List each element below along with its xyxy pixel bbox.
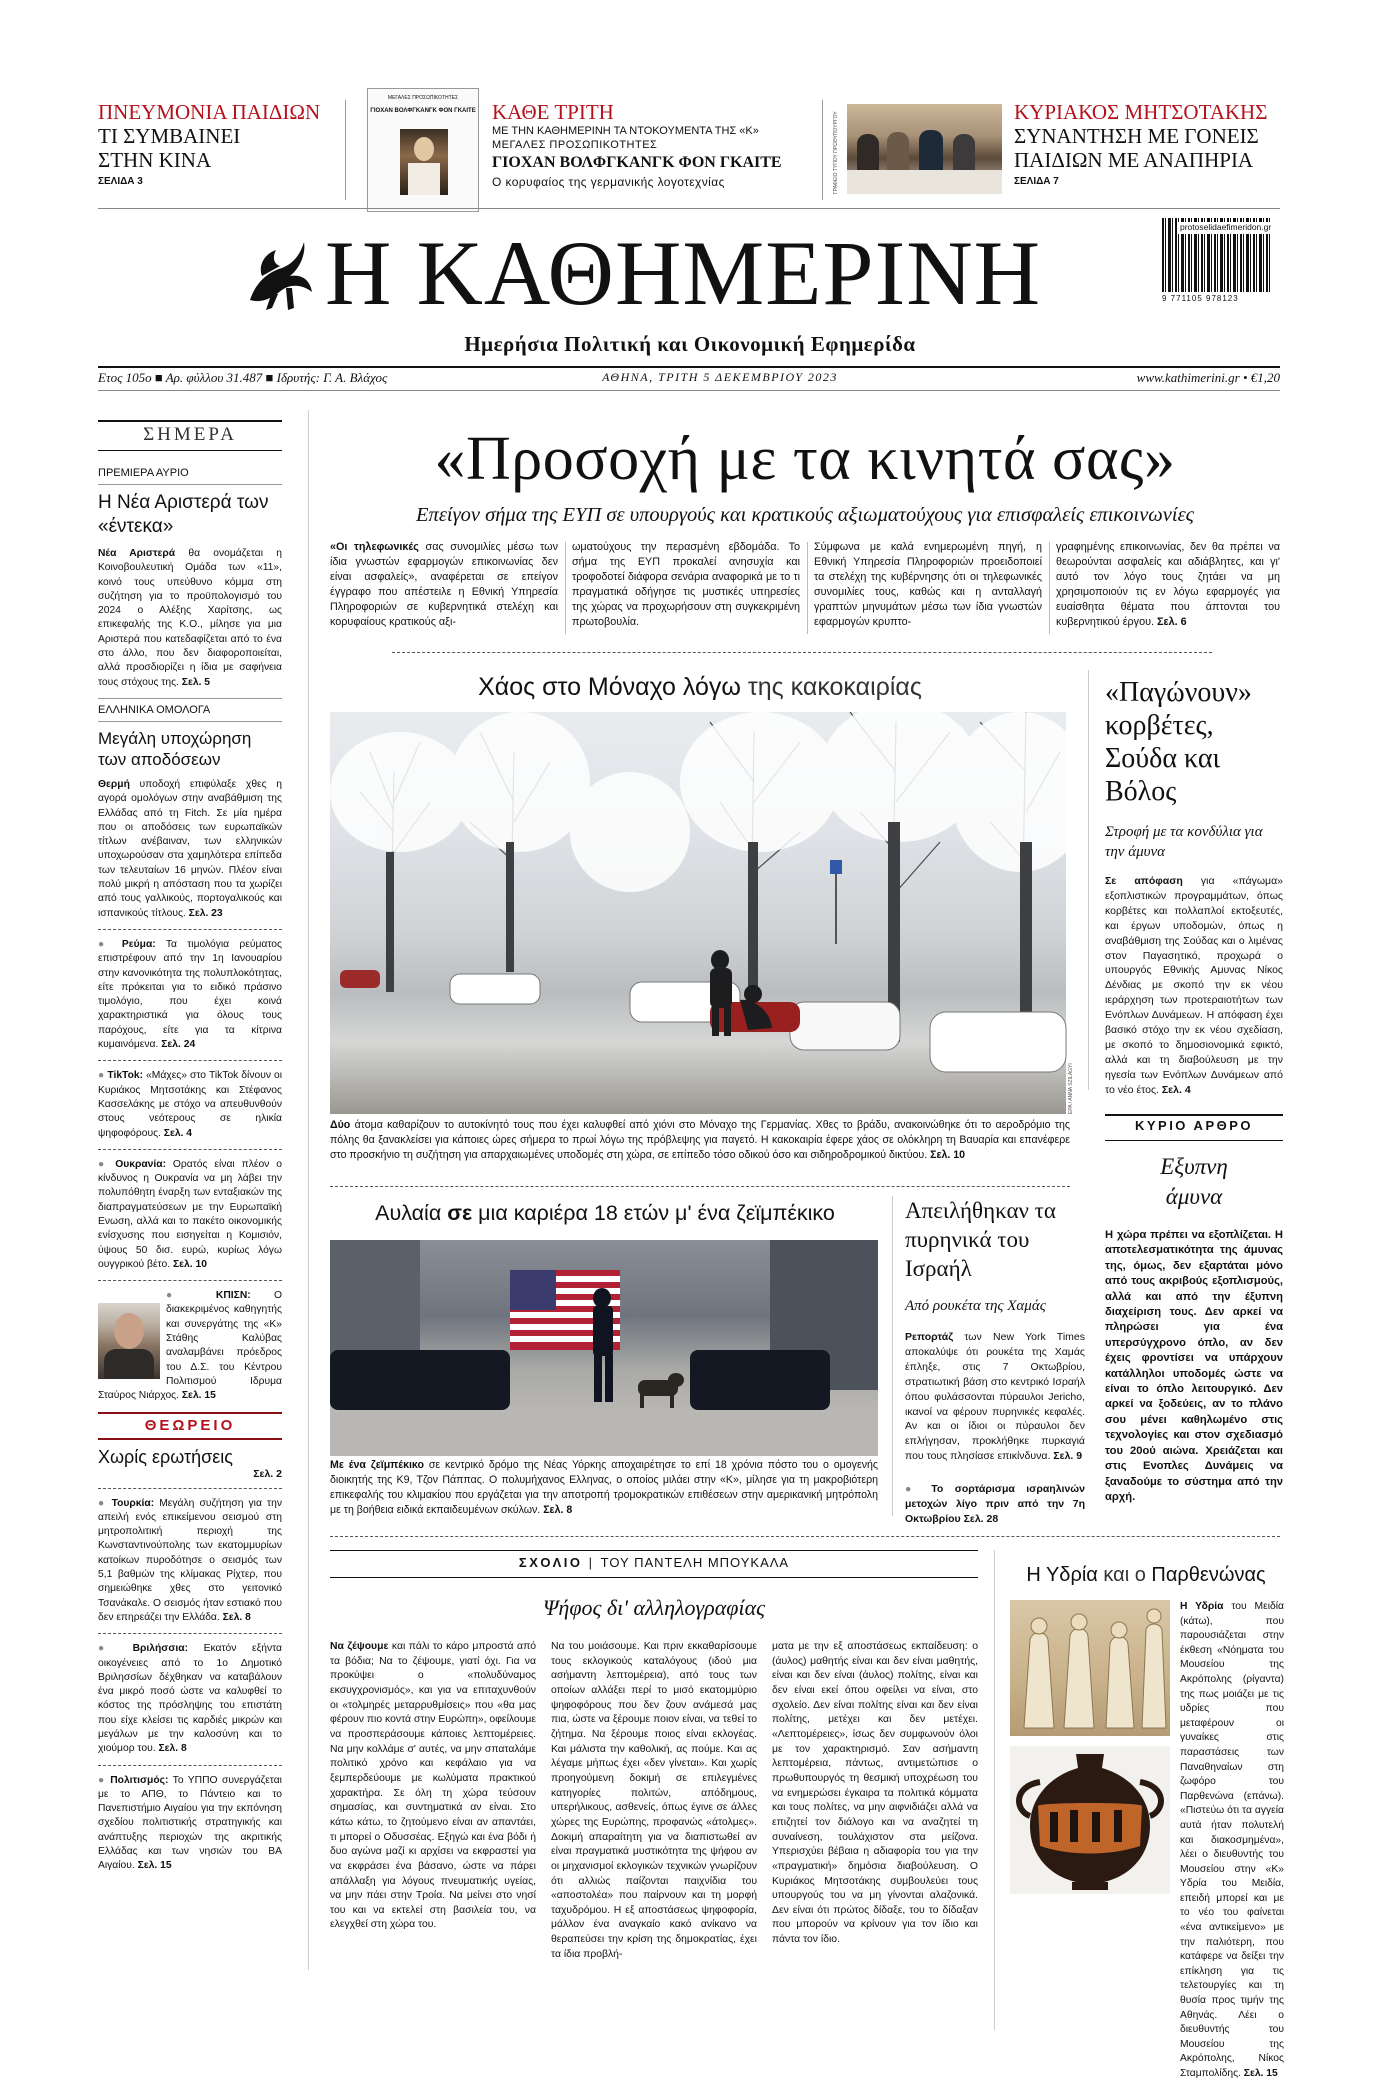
brief-revma: ● Ρεύμα: Τα τιμολόγια ρεύματος επιστρέφουν από την 1η Ιανουαρίου στην κανονικότητα της πολυπλοκότητας, είτε πρόκειται για το ειδικό πράσινο τιμολόγιο, που έχει κοινά χαρακτηριστικά για όλους τους παρόχους, είτε για τα κίτρινα κυμαινόμενα. Σελ. 24 bbox=[98, 938, 282, 1051]
main-col4-text: γραφημένης επικοινωνίας, δεν θα πρέπει να θεωρούνται ασφαλείς και αδιάβλητες, και γι' αυτό τον λόγο τους ζητάει να μη χρησιμοποιούν τις εν λόγω εφαρμογές για ευαίσθητα θέματα που άπτονται του κυβερνητικού έργου. bbox=[1056, 541, 1280, 628]
editorial-body: Η χώρα πρέπει να εξοπλίζεται. Η αποτελεσματικότητα της άμυνας της, όμως, δεν εξαρτάται μόνο από τους ακριβούς εξοπλισμούς, αλλά και από την έξυπνη διαχείριση τους. Δεν αρκεί να πληρώσει για ένα υπερσύγχρονο όπλο, αν δεν έχεις φροντίσει να υπάρχουν κατάλληλοι υποδομές ώστε να είναι το όπλο λειτουργικό. Δεν αρκεί να ξοδεύεις, αν το πλάνο σου μένει καθηλωμένο στις τεχνολογίες και στον σχεδιασμό του 20ού αιώνα. Χρειάζεται και στις Ενοπλες Δυνάμεις να ξαναδούμε το σύστημα από την αρχή. bbox=[1105, 1229, 1283, 1503]
teaser-right[interactable] bbox=[1014, 100, 1294, 200]
hydria-body bbox=[1180, 1600, 1284, 2079]
s2-body bbox=[98, 778, 282, 921]
parthenon-frieze-photo bbox=[1010, 1600, 1170, 1736]
barcode-number: 9 771105 978123 bbox=[1162, 294, 1239, 303]
teaser-left-line2: ΣΤΗΝ ΚΙΝΑ bbox=[98, 148, 212, 172]
israel-headline[interactable]: Απειλήθηκαν τα πυρηνικά του Ισραήλ bbox=[905, 1198, 1056, 1281]
teaser-center-line1: ΜΕ ΤΗΝ ΚΑΘΗΜΕΡΙΝΗ ΤΑ ΝΤΟΚΟΥΜΕΝΤΑ ΤΗΣ «Κ» bbox=[492, 125, 759, 137]
teaser-left-page: ΣΕΛΙΔΑ 3 bbox=[98, 176, 143, 187]
hydria-headline-a: Η Υδρία bbox=[1026, 1564, 1098, 1586]
teaser-left[interactable] bbox=[98, 100, 328, 200]
column-label-b: ΤΟΥ ΠΑΝΤΕΛΗ ΜΠΟΥΚΑΛΑ bbox=[600, 1555, 790, 1570]
masthead-subtitle: Ημερήσια Πολιτική και Οικονομική Εφημερίδα bbox=[464, 332, 916, 356]
teaser-right-kicker: ΚΥΡΙΑΚΟΣ ΜΗΤΣΟΤΑΚΗΣ bbox=[1014, 100, 1268, 124]
s2-text: υποδοχή επιφύλαξε χθες η αγορά ομολόγων στην αναβάθμιση της Ελλάδας από τη Fitch. Σε μία ημέρα που οι αποδόσεις των ευρωπαϊκών τίτλων ανέβαιναν, των ελληνικών υποχωρούσαν στα χαμηλότερα επίπεδα των τελευταίων 16 μηνών. Πλέον είναι πολύ μικρή η απόσταση που τα χωρίζει από τους γαλλικούς, πορτογαλικούς και ισπανικούς τίτλους. bbox=[98, 778, 282, 919]
left-section-title: ΣΗΜΕΡΑ bbox=[143, 424, 237, 445]
book-cover-series: ΜΕΓΑΛΕΣ ΠΡΟΣΩΠΙΚΟΤΗΤΕΣ bbox=[387, 95, 459, 101]
teaser-center-kicker: ΚΑΘΕ ΤΡΙΤΗ bbox=[492, 100, 614, 124]
defense-page: Σελ. 4 bbox=[1161, 1083, 1191, 1096]
masthead-info-center: ΑΘΗΝΑ, ΤΡΙΤΗ 5 ΔΕΚΕΜΒΡΙΟΥ 2023 bbox=[602, 370, 838, 384]
s2-kicker: ΕΛΛΗΝΙΚΑ ΟΜΟΛΟΓΑ bbox=[98, 703, 211, 716]
s2-page: Σελ. 23 bbox=[188, 907, 223, 919]
barcode-site: protoselidaefimeridon.gr bbox=[1178, 222, 1298, 234]
teaser-right-page: ΣΕΛΙΔΑ 7 bbox=[1014, 176, 1059, 187]
snow-caption-text: άτομα καθαρίζουν το αυτοκίνητό τους που έχει καλυφθεί από χιόνι στο Μόναχο της Γερμανίας. Χθες το βράδυ, ανακοινώθηκε ότι το αεροδρόμιο της πόλης θα ξανακλείσει για κάποιες ώρες σήμερα το πρωί λόγω της πρόβλεψης για παγετό. Η κακοκαιρία έφερε χάος σε ολόκληρη τη Βαυαρία και επανέφερε στο προσκήνιο τη συζήτηση για απαρχαιωμένες υποδομές στη χώρα, σε επίπεδο τόσο οδικού όσο και σιδηροδρομικού δικτύου. bbox=[330, 1119, 1070, 1161]
s1-page: Σελ. 5 bbox=[181, 676, 211, 688]
snow-caption bbox=[330, 1118, 1070, 1170]
mitsotakis-meeting-photo bbox=[847, 104, 1002, 194]
brief-kpisn: ● ΚΠΙΣΝ: Ο διακεκριμένος καθηγητής και συνεργάτης της «Κ» Στάθης Καλύβας αναλαμβάνει πρόεδρος του Δ.Σ. του Κέντρου Πολιτισμού Ιδρυμα Σταύρος Νιάρχος. Σελ. 15 bbox=[98, 1290, 282, 1402]
defense-deck: Στροφή με τα κονδύλια για την άμυνα bbox=[1105, 824, 1263, 860]
brief-turkey: ● Τουρκία: Μεγάλη συζήτηση για την απειλή ενός επικείμενου σεισμού στη μητροπολιτική περιοχή της Κωνσταντινούπολης των εκατομμυρίων κατοίκων πυροδότησε ο σεισμός των 5,1 βαθμών της κλίμακας Ρίχτερ, που σημειώθηκε χθες στο γειτονικό Τσανάκαλε. Ο σεισμός ήταν εστιακό που δεν επηρεάζει την Ελλάδα. Σελ. 8 bbox=[98, 1497, 282, 1623]
israel-text: των New York Times αποκαλύψε ότι ρουκέτα της Χαμάς έπληξε, στις 7 Οκτωβρίου, στρατιωτική βάση στο κεντρικό Ισραήλ όπου φυλάσσονται πύραυλοι Jericho, ικανοί να φέρουν πυρηνικές κεφαλές. Αν και οι ίδιοι οι πύραυλοι δεν επλήγησαν, προκλήθηκε πυρκαγιά που τους πλησίασε επικίνδυνα. bbox=[905, 1331, 1085, 1463]
s1-body bbox=[98, 547, 282, 690]
s1-text: θα ονομάζεται η Κοινοβουλευτική Ομάδα των «11», κοινό τους υπεύθυνο κόμμα στη συζήτηση για το προϋπολογισμό του 2024 ο Αλέξης Χαρίτσης, ως επικεφαλής της Κ.Ο., μίλησε για μια Αριστερά που κατεδαφίζεται από το ένα στο άλλο, που δεν διαφοροποιείται, αλλά προσδιορίζει η ίδια με σαφήνεια τους στόχους της. bbox=[98, 548, 282, 688]
hydria-lead: Η Υδρία bbox=[1180, 1601, 1224, 1612]
teaser-center-line2: ΜΕΓΑΛΕΣ ΠΡΟΣΩΠΙΚΟΤΗΤΕΣ bbox=[492, 139, 658, 151]
snow-caption-page: Σελ. 10 bbox=[930, 1149, 966, 1161]
s2-title: Μεγάλη υποχώρηση των αποδόσεων bbox=[98, 728, 252, 769]
hydria-headline-c: Παρθενώνας bbox=[1151, 1564, 1266, 1586]
police-caption-page: Σελ. 8 bbox=[543, 1504, 573, 1516]
defense-body bbox=[1105, 874, 1283, 1096]
teaser-right-line1: ΣΥΝΑΝΤΗΣΗ ΜΕ ΓΟΝΕΙΣ bbox=[1014, 124, 1259, 148]
masthead-title: Η ΚΑΘΗΜΕΡΙΝΗ bbox=[325, 222, 1042, 324]
teaser-center-title: ΓΙΟΧΑΝ ΒΟΛΦΓΚΑΝΓΚ ΦΟΝ ΓΚΑΙΤΕ bbox=[492, 154, 782, 171]
main-col1-text: σας συνομιλίες μέσω των ίδια γνωστών εφαρμογών επικοινωνίας δεν είναι ασφαλείς», αναφέρεται σε επείγον έγγραφο που απέστειλε η Εθνική Υπηρεσία Πληροφοριών σε κυβερνητικά στελέχη και κορυφαίους κρατικούς αξι- bbox=[330, 541, 558, 628]
police-caption bbox=[330, 1458, 878, 1522]
nyc-police-photo bbox=[330, 1240, 878, 1456]
hydria-page: Σελ. 15 bbox=[1243, 2068, 1278, 2079]
hydria-headline-b: και ο bbox=[1103, 1564, 1146, 1586]
snow-headline-b: της κακοκαιρίας bbox=[747, 673, 922, 701]
column-col1-lead: Να ζέψουμε bbox=[330, 1641, 389, 1652]
book-cover-title: ΓΙΟΧΑΝ ΒΟΛΦΓΚΑΝΓΚ ΦΟΝ ΓΚΑΙΤΕ bbox=[370, 108, 476, 114]
editorial-label: ΚΥΡΙΟ ΑΡΘΡΟ bbox=[1134, 1118, 1254, 1133]
meidias-hydria-photo bbox=[1010, 1746, 1170, 1894]
defense-text: για «πάγωμα» εξοπλιστικών προγραμμάτων, όπως κορβέτες και πολλαπλοί εκτοξευτές, και έργων υποδομών, όπως η αναβάθμιση της Σούδας και ο λιμένας στον Παγασητικό, προχωρά ο υπουργός Εθνικής Αμυνας Νίκος Δένδιας με σκοπό την εκ νέου ιεράρχηση των προτεραιοτήτων των Ενόπλων Δυνάμεων. Η απόφαση έχει βασικό στόχο την εκ νέου σχεδίαση, με σκοπό το δημοσιονομικά εφικτό, αλλά και τη διαβούλευση με την ηγεσία των Ενόπλων Δυνάμεων από το νέο έτος. bbox=[1105, 875, 1283, 1096]
israel-bullet-text: Το σορτάρισμα ισραηλινών μετοχών λίγο πριν από την 7η Οκτωβρίου bbox=[905, 1483, 1086, 1525]
column-title[interactable]: Ψήφος δι' αλληλογραφίας bbox=[542, 1595, 766, 1620]
masthead-info-right: www.kathimerini.gr • €1,20 bbox=[1136, 370, 1280, 385]
main-col3: Σύμφωνα με καλά ενημερωμένη πηγή, η Εθνική Υπηρεσία Πληροφοριών προειδοποιεί τα στελέχη της κυβέρνησης ότι οι τηλεφωνικές συνομιλίες τους, καθώς και η ανταλλαγή γραπτών μηνυμάτων μέσω των ίδια γνωστών εφαρμογών κρυπτο- bbox=[814, 541, 1042, 628]
kalyvas-photo bbox=[98, 1303, 160, 1379]
snow-caption-lead: Δύο bbox=[330, 1119, 351, 1131]
hydria-text: του Μειδία (κάτω), που παρουσιάζεται στην έκθεση «Νόηματα του Μουσείου της Ακρόπολης (ρίγαντα) της πως μοιάζει με τις υδρίες που μεταφέρουν οι γυναίκες στις παραστάσεις των Παναθηναίων στη ζωφόρο του Παρθενώνα (επάνω). «Πιστεύω ότι τα αγγεία αυτά ήταν πολυτελή και διακοσμημένα», λέει ο διευθυντής του Μουσείου στην «Κ» Υδρία του Μειδία, επειδή μπορεί και με το νέο του φαίνεται «ένα αντικείμενο» με την παλιότερη, που κατάφερε να δείξει την επίκληση για τις τελετουργίες και τη θυσία προς τιμήν της Αθηνάς. Λέει ο διευθυντής του Μουσείου της Ακρόπολης, Νίκος Σταμπολίδης. bbox=[1180, 1601, 1284, 2079]
snow-headline[interactable] bbox=[330, 670, 1070, 706]
israel-bullet[interactable]: ● Το σορτάρισμα ισραηλινών μετοχών λίγο πριν από την 7η Οκτωβρίου Σελ. 28 bbox=[905, 1483, 1086, 1525]
main-col4 bbox=[1056, 540, 1280, 640]
s1-kicker: ΠΡΕΜΙΕΡΑ ΑΥΡΙΟ bbox=[98, 467, 189, 479]
main-col4-page: Σελ. 6 bbox=[1156, 616, 1187, 628]
defense-lead: Σε απόφαση bbox=[1105, 875, 1183, 887]
teaser-center-subtitle: Ο κορυφαίος της γερμανικής λογοτεχνίας bbox=[492, 175, 725, 189]
police-headline[interactable] bbox=[330, 1198, 880, 1232]
main-col2: ωματούχους την περασμένη εβδομάδα. Το σήμα της ΕΥΠ προκαλεί ανησυχία και τροφοδοτεί διάφορα σενάρια αναφορικά με το τι πραγματικά οδήγησε τις μυστικές υπηρεσίες της χώρας να προχωρήσουν στη συγκεκριμένη πρωτοβουλία. bbox=[572, 541, 800, 628]
column-col1 bbox=[330, 1640, 536, 2040]
s2-lead: Θερμή bbox=[98, 778, 130, 790]
teaser-center[interactable] bbox=[492, 100, 832, 200]
teaser-left-kicker: ΠΝΕΥΜΟΝΙΑ ΠΑΙΔΙΩΝ bbox=[98, 100, 321, 124]
main-deck: Επείγον σήμα της ΕΥΠ σε υπουργούς και κρατικούς αξιωματούχους για επισφαλείς επικοινωνίες bbox=[416, 504, 1194, 526]
column-col1-text: και πάλι το κάρο μπροστά από τα βόδια; Να το ζέψουμε, γιατί όχι. Για να προκύψει ο «πολυδύναμος εκσυγχρονισμός», και για να επιταχυνθούν οι «τολμηρές μεταρρυθμίσεις» που «θα μας φέρουν πιο κοντά στην Ευρώπη», οφείλουμε να προσπεράσουμε κάποιες λεπτομέρειες. Να μην κολλάμε σ' αυτές, να μην σπαταλάμε πολιτικό χρόνο και κεφάλαιο για να ξεμπερδεύουμε με κωλύματα πρακτικού χαρακτήρα. Σε όλη τη χώρα τεύσουν σημασίας, και συντηματικά αν είναι. Στο κάτω κάτω, το ζητούμενο είναι αν απαντάει, τι μπορεί ο Οδυσσέας. Εξηγώ και ένα βόδι ή δυο αγώνα μαζί κι αρχίσει να εκφραστεί για να εκφράσει ένα βάσανο, ώστε να πάρει απάλλαξη για λόγους πνευματικής υγείας, να μην πάει στην Τροία. Να μείνει στο νησί του και να εκτελεί στη βασιλεία του, να ελεγχθεί στη χώρα του. bbox=[330, 1641, 537, 1931]
teaser-left-line1: ΤΙ ΣΥΜΒΑΙΝΕΙ bbox=[98, 124, 241, 148]
brief-vrilissia: ● Βριλήσσια: Εκατόν εξήντα οικογένειες από το 1ο Δημοτικό Βριλησσίων δέχθηκαν να καταβάλουν ένα μικρό ποσό ώστε να καλυφθεί το κόστος της πρόσληψης του επιστάτη που είχε κλείσει τις καρδιές μικρών και μεγάλων με την καλοσύνη και το χιούμορ του. Σελ. 8 bbox=[98, 1643, 282, 1755]
police-headline-c: μια καριέρα 18 ετών μ' ένα ζεϊμπέκικο bbox=[478, 1201, 835, 1225]
israel-page: Σελ. 9 bbox=[1053, 1450, 1083, 1463]
teaser-right-line2: ΠΑΙΔΙΩΝ ΜΕ ΑΝΑΠΗΡΙΑ bbox=[1014, 148, 1254, 172]
goethe-portrait bbox=[400, 129, 448, 195]
s1-lead: Νέα Αριστερά bbox=[98, 548, 176, 559]
israel-bullet-page: Σελ. 28 bbox=[963, 1512, 999, 1525]
theoreio-title: ΘΕΩΡΕΙΟ bbox=[144, 1416, 236, 1434]
main-headline[interactable]: «Προσοχή με τα κινητά σας» bbox=[434, 425, 1176, 493]
theoreio-head: Χωρίς ερωτήσεις bbox=[98, 1446, 233, 1467]
israel-lead: Ρεπορτάζ bbox=[905, 1331, 954, 1343]
column-col2: Να του μοιάσουμε. Και πριν εκκαθαρίσουμε τους εκλογικούς καταλόγους (ιδού μια ασήμαντη λεπτομέρεια), από τους των οποίων αλλάξει περί το μισό εκατομμύριο ψηφοφόρους που δεν ζουν ανάμεσά μας πια, ώστε να ξέρουμε ποιον είναι, να τεθεί το ζήτημα. Να ξέρουμε ποιος είναι εκλογέας. Και μάλιστα την καθολική, ας πούμε. Και ας λέγαμε μήπως έχει «δεν γίνεται». Και χωρίς προηγούμενη δοκιμή σε επιλεγμένες κατηγορίες πολιτών, απόδημους, υπερήλικους, ασθενείς, όπως έγινε σε άλλες χώρες της Ευρώπης, προφανώς «άτολμες». Δοκιμή απαραίτητη για να διαπιστωθεί αν είναι πραγματικά μυστικότητα της ψήφου αν οι μηχανισμοί εκλογικών τεχνικών γνωρίζουν ότι αλλιώς παίζονται παιχνίδια του «αποστολέα» που παίρνουν και τη μορφή ταχυδρόμου. Η εξ αποστάσεως ψηφοφορία, μάλλον ένα αναγκαίο κακό ανίκανο να θεραπεύσει την κρίση της δημοκρατίας, έχει τα ίδια προβλή- bbox=[551, 1641, 757, 1960]
police-caption-text: σε κεντρικό δρόμο της Νέας Υόρκης αποχαιρέτησε το επί 18 χρόνια πόστο του ο ομογενής διοικητής της Κ9, Τζον Πάππας. Ο πολυμήχανος Ελληνας, ο οποίος μιλάει στην «Κ», μίλησε για τη μακροβιότερη επικεφαλής του κλιμακίου που εργάζεται για την αποτροπή τρομοκρατικών επιθέσεων στην αμερικανική μητρόπολη με τη βοήθεια ειδικά εκπαιδευμένων σκύλων. bbox=[330, 1459, 878, 1516]
israel-deck: Από ρουκέτα της Χαμάς bbox=[905, 1298, 1046, 1314]
meeting-photo-credit: ΓΡΑΦΕΙΟ ΤΥΠΟΥ ΠΡΩΘΥΠΟΥΡΓΟΥ bbox=[833, 111, 839, 194]
theoreio-page: Σελ. 2 bbox=[253, 1467, 282, 1480]
brief-tiktok: ● TikTok: «Μάχες» στο TikTok δίνουν οι Κυριάκος Μητσοτάκης και Στέφανος Κασσελάκης με στόχο να απευθυνθούν στους νεότερους σε ηλικία ψηφοφόρους. Σελ. 4 bbox=[98, 1070, 282, 1139]
police-caption-lead: Με ένα ζεϊμπέκικο bbox=[330, 1459, 424, 1471]
column-label-a: ΣΧΟΛΙΟ bbox=[518, 1555, 583, 1570]
masthead-info-left: Ετος 105ο ■ Αρ. φύλλου 31.487 ■ Ιδρυτής: Γ. Α. Βλάχος bbox=[98, 370, 388, 385]
brief-ukraine: ● Ουκρανία: Ορατός είναι πλέον ο κίνδυνος η Ουκρανία να μη λάβει την πολυπόθητη έναρξη των ενταξιακών της διαπραγματεύσεων με την Ευρωπαϊκή Ενωση, αλλά και το πακέτο οικονομικής ενίσχυσης που εισηγείται η Κομισιόν, ύψους 50 δισ. ευρώ, κυρίως λόγω ουγγρικού βέτο. Σελ. 10 bbox=[98, 1158, 282, 1270]
s1-title: Η Νέα Αριστερά των «έντεκα» bbox=[98, 492, 269, 537]
main-col1-lead: «Οι τηλεφωνικές bbox=[330, 541, 419, 553]
goethe-book-cover[interactable] bbox=[367, 88, 479, 212]
column-col3: ματα με την εξ αποστάσεως εκπαίδευση: ο (άυλος) μαθητής είναι και δεν είναι μαθητής, είναι και δεν είναι (άυλος) πολίτης, είναι και δεν είναι εκεί όπου οφείλει να είναι, στο σχολείο. Δεν είναι πολίτης είναι και δεν είναι πολίτης, μετέχει και δεν μετέχει. «Λεπτομέρειες», ίσως δεν συμφωνούν όλοι με τον χαρακτηρισμό. Σαν ασήμαντη λεπτομέρεια, πάντως, αντιμετώπισε ο πρωθυπουργός τη θεσμική υποχρέωση του να ενημερώσει έγκαιρα τα πολιτικά κόμματα και τους πολίτες, να μην αιφνιδιάζει αλλά να επιζητεί τον διάλογο και να αναζητεί τη συναίνεση, τουλάχιστον στα μείζονα. Υπερισχύει βέβαια η αδιαφορία του για την «πραγματική» δημόσια διαβούλευση. Ο Κυριάκος Μητσοτάκης συμβουλεύει τους υπουργούς του να μη γίνονται αλαζονικά. Δεν είναι ότι πρώτος δίδαξε, του το δίδαξαν που μπορούν να κρίνουν για τον ίδιο και πάντα τον ίδιο. bbox=[772, 1641, 978, 1946]
munich-snow-photo bbox=[330, 712, 1066, 1114]
snow-photo-credit: EPA / ANNA SZILAGYI bbox=[1068, 1063, 1074, 1114]
left-column bbox=[98, 466, 282, 2046]
police-headline-b: σε bbox=[447, 1201, 473, 1225]
defense-headline[interactable]: «Παγώνουν» κορβέτες, Σούδα και Βόλος bbox=[1105, 677, 1252, 807]
main-col1 bbox=[330, 540, 558, 640]
police-headline-a: Αυλαία bbox=[375, 1201, 442, 1225]
masthead-logo-icon bbox=[242, 232, 314, 314]
snow-headline-a: Χάος στο Μόναχο λόγω bbox=[478, 673, 741, 701]
brief-politismos: ● Πολιτισμός: Το ΥΠΠΟ συνεργάζεται με το ΑΠΘ, το Πάντειο και το Πανεπιστήμιο Αιγαίου για την εκπόνηση σχεδίου πολιτιστικής στρατηγικής και ανάπτυξης περιοχών της ακριτικής Ελλάδας και των νησιών του ΒΑ Αιγαίου. Σελ. 15 bbox=[98, 1774, 282, 1872]
column-label: ΣΧΟΛΙΟ | ΤΟΥ ΠΑΝΤΕΛΗ ΜΠΟΥΚΑΛΑ bbox=[518, 1555, 790, 1570]
israel-body bbox=[905, 1330, 1085, 1480]
editorial-title[interactable]: Εξυπνη άμυνα bbox=[1160, 1154, 1228, 1209]
hydria-headline[interactable] bbox=[1010, 1560, 1282, 1592]
